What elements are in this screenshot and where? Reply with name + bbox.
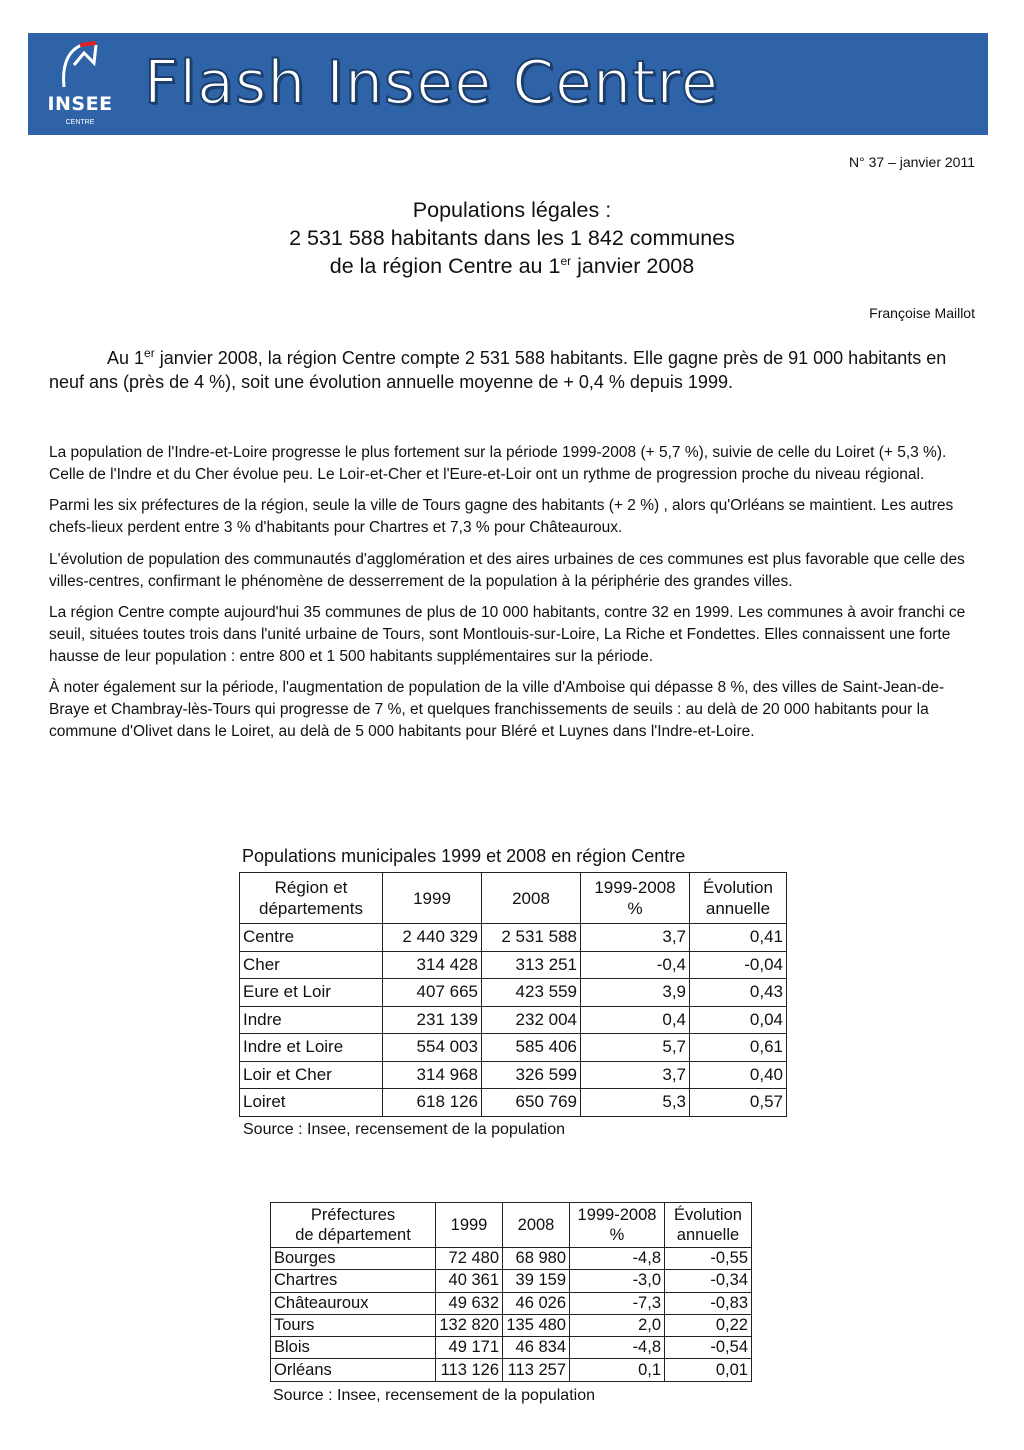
column-header: 2008 bbox=[482, 873, 581, 924]
table-row bbox=[271, 1248, 752, 1270]
table-cell: 650 769 bbox=[482, 1089, 581, 1117]
table-cell: 2 531 588 bbox=[482, 924, 581, 952]
row-label: Loiret bbox=[240, 1089, 383, 1117]
table-cell: 0,4 bbox=[581, 1006, 690, 1034]
table-cell: 49 171 bbox=[436, 1337, 503, 1359]
table-cell: 46 834 bbox=[503, 1337, 570, 1359]
table-cell: -0,83 bbox=[665, 1292, 752, 1314]
table-cell: 326 599 bbox=[482, 1061, 581, 1089]
table2-source: Source : Insee, recensement de la population bbox=[273, 1387, 595, 1404]
column-header: 1999 bbox=[436, 1203, 503, 1248]
table-cell: 72 480 bbox=[436, 1248, 503, 1270]
table-cell: 46 026 bbox=[503, 1292, 570, 1314]
table-cell: 585 406 bbox=[482, 1034, 581, 1062]
column-header: 1999-2008 % bbox=[570, 1203, 665, 1248]
table-cell: 231 139 bbox=[383, 1006, 482, 1034]
table-row bbox=[240, 951, 787, 979]
table-cell: 0,1 bbox=[570, 1359, 665, 1381]
column-header: 1999-2008 % bbox=[581, 873, 690, 924]
table-header-row bbox=[271, 1203, 752, 1248]
table-cell: -4,8 bbox=[570, 1337, 665, 1359]
table-cell: 3,7 bbox=[581, 924, 690, 952]
table-cell: 3,9 bbox=[581, 979, 690, 1007]
table-cell: -0,55 bbox=[665, 1248, 752, 1270]
paragraph: Parmi les six préfectures de la région, seule la ville de Tours gagne des habitants (+ 2 %) , alors qu'Orléans se maintient. Les autres chefs-lieux perdent entre 3 % d'habitants pour Chartres et 7,3 % pour Châteauroux. bbox=[49, 497, 954, 537]
table-row bbox=[240, 1089, 787, 1117]
table-cell: 0,40 bbox=[690, 1061, 787, 1089]
table-row bbox=[240, 1034, 787, 1062]
column-header: Préfectures de département bbox=[271, 1203, 436, 1248]
title-line-3: de la région Centre au 1er janvier 2008 bbox=[329, 253, 695, 278]
table-cell: 313 251 bbox=[482, 951, 581, 979]
column-header: Évolution annuelle bbox=[665, 1203, 752, 1248]
row-label: Châteauroux bbox=[271, 1292, 436, 1314]
table-cell: 3,7 bbox=[581, 1061, 690, 1089]
table-cell: 232 004 bbox=[482, 1006, 581, 1034]
author-name: Françoise Maillot bbox=[869, 305, 975, 321]
table-cell: 423 559 bbox=[482, 979, 581, 1007]
table-cell: 40 361 bbox=[436, 1270, 503, 1292]
title-line-1: Populations légales : bbox=[412, 198, 612, 222]
table-cell: 0,01 bbox=[665, 1359, 752, 1381]
insee-logo-icon bbox=[54, 39, 100, 91]
table-cell: 68 980 bbox=[503, 1248, 570, 1270]
paragraph: La population de l'Indre-et-Loire progresse le plus fortement sur la période 1999-2008 (+ 5,7 %), suivie de celle du Loiret (+ 5,3 %). Celle de l'Indre et du Cher évolue peu. Le Loir-et-Cher et l'Eure-et-Loir ont un rythme de progression proche du niveau régional. bbox=[49, 444, 947, 483]
table-cell: 314 428 bbox=[383, 951, 482, 979]
insee-logo bbox=[36, 39, 116, 131]
table-cell: 2,0 bbox=[570, 1314, 665, 1336]
table-cell: 0,22 bbox=[665, 1314, 752, 1336]
table-row bbox=[271, 1314, 752, 1336]
row-label: Bourges bbox=[271, 1248, 436, 1270]
table-row bbox=[271, 1359, 752, 1381]
table-cell: 618 126 bbox=[383, 1089, 482, 1117]
row-label: Tours bbox=[271, 1314, 436, 1336]
row-label: Orléans bbox=[271, 1359, 436, 1381]
logo-subtext: CENTRE bbox=[65, 119, 95, 126]
table-cell: 113 257 bbox=[503, 1359, 570, 1381]
departments-population-table bbox=[239, 872, 787, 1117]
logo-text: INSEE bbox=[47, 93, 113, 115]
table1-source: Source : Insee, recensement de la population bbox=[243, 1121, 565, 1138]
article-title bbox=[0, 196, 1024, 280]
lead-paragraph: Au 1er janvier 2008, la région Centre compte 2 531 588 habitants. Elle gagne près de 91 000 habitants en neuf ans (près de 4 %), soit une évolution annuelle moyenne de + 0,4 % depuis 1999. bbox=[49, 346, 947, 392]
table-cell: -0,4 bbox=[581, 951, 690, 979]
column-header: Région et départements bbox=[240, 873, 383, 924]
row-label: Indre et Loire bbox=[240, 1034, 383, 1062]
article-body bbox=[49, 442, 974, 752]
row-label: Cher bbox=[240, 951, 383, 979]
row-label: Indre bbox=[240, 1006, 383, 1034]
title-line-2: 2 531 588 habitants dans les 1 842 communes bbox=[289, 226, 735, 250]
table-row bbox=[240, 1006, 787, 1034]
prefectures-population-table bbox=[270, 1202, 752, 1382]
table-cell: -4,8 bbox=[570, 1248, 665, 1270]
paragraph: L'évolution de population des communautés d'agglomération et des aires urbaines de ces communes est plus favorable que celle des villes-centres, confirmant le phénomène de desserrement de la population à la périphérie des grandes villes. bbox=[49, 550, 965, 590]
row-label: Eure et Loir bbox=[240, 979, 383, 1007]
row-label: Blois bbox=[271, 1337, 436, 1359]
table-cell: 554 003 bbox=[383, 1034, 482, 1062]
row-label: Chartres bbox=[271, 1270, 436, 1292]
table-cell: 132 820 bbox=[436, 1314, 503, 1336]
table-cell: -0,34 bbox=[665, 1270, 752, 1292]
column-header: 2008 bbox=[503, 1203, 570, 1248]
table-cell: 0,57 bbox=[690, 1089, 787, 1117]
paragraph: La région Centre compte aujourd'hui 35 communes de plus de 10 000 habitants, contre 32 en 1999. Les communes à avoir franchi ce seuil, situées toutes trois dans l'unité urbaine de Tours, sont Montlouis-sur-Loire, La Riche et Fondettes. Elles connaissent une forte hausse de leur population : entre 800 et 1 500 habitants supplémentaires sur la période. bbox=[49, 604, 966, 665]
table-cell: 5,7 bbox=[581, 1034, 690, 1062]
table-cell: 0,41 bbox=[690, 924, 787, 952]
table-row bbox=[271, 1337, 752, 1359]
table-cell: -7,3 bbox=[570, 1292, 665, 1314]
table-row bbox=[271, 1292, 752, 1314]
column-header: Évolution annuelle bbox=[690, 873, 787, 924]
table-cell: 2 440 329 bbox=[383, 924, 482, 952]
table-cell: 407 665 bbox=[383, 979, 482, 1007]
table-row bbox=[240, 924, 787, 952]
table-cell: 39 159 bbox=[503, 1270, 570, 1292]
table-cell: 5,3 bbox=[581, 1089, 690, 1117]
table-cell: 0,04 bbox=[690, 1006, 787, 1034]
row-label: Centre bbox=[240, 924, 383, 952]
table-cell: 113 126 bbox=[436, 1359, 503, 1381]
column-header: 1999 bbox=[383, 873, 482, 924]
table-cell: 0,43 bbox=[690, 979, 787, 1007]
table-header-row bbox=[240, 873, 787, 924]
header-banner bbox=[28, 33, 988, 135]
table1-caption: Populations municipales 1999 et 2008 en région Centre bbox=[242, 846, 686, 866]
table-row bbox=[271, 1270, 752, 1292]
table-cell: 314 968 bbox=[383, 1061, 482, 1089]
table-row bbox=[240, 1061, 787, 1089]
table-cell: -0,54 bbox=[665, 1337, 752, 1359]
table-cell: -0,04 bbox=[690, 951, 787, 979]
table-row bbox=[240, 979, 787, 1007]
table-cell: 49 632 bbox=[436, 1292, 503, 1314]
row-label: Loir et Cher bbox=[240, 1061, 383, 1089]
publication-title: Flash Insee Centre bbox=[144, 48, 719, 118]
table-cell: 0,61 bbox=[690, 1034, 787, 1062]
paragraph: À noter également sur la période, l'augmentation de population de la ville d'Amboise qui dépasse 8 %, des villes de Saint-Jean-de-Braye et Chambray-lès-Tours qui progresse de 7 %, et quelques franchissements de seuils : au delà de 20 000 habitants pour la commune d'Olivet dans le Loiret, au delà de 5 000 habitants pour Bléré et Luynes dans l'Indre-et-Loire. bbox=[49, 679, 945, 740]
issue-number: N° 37 – janvier 2011 bbox=[849, 154, 975, 170]
table-cell: 135 480 bbox=[503, 1314, 570, 1336]
table-cell: -3,0 bbox=[570, 1270, 665, 1292]
